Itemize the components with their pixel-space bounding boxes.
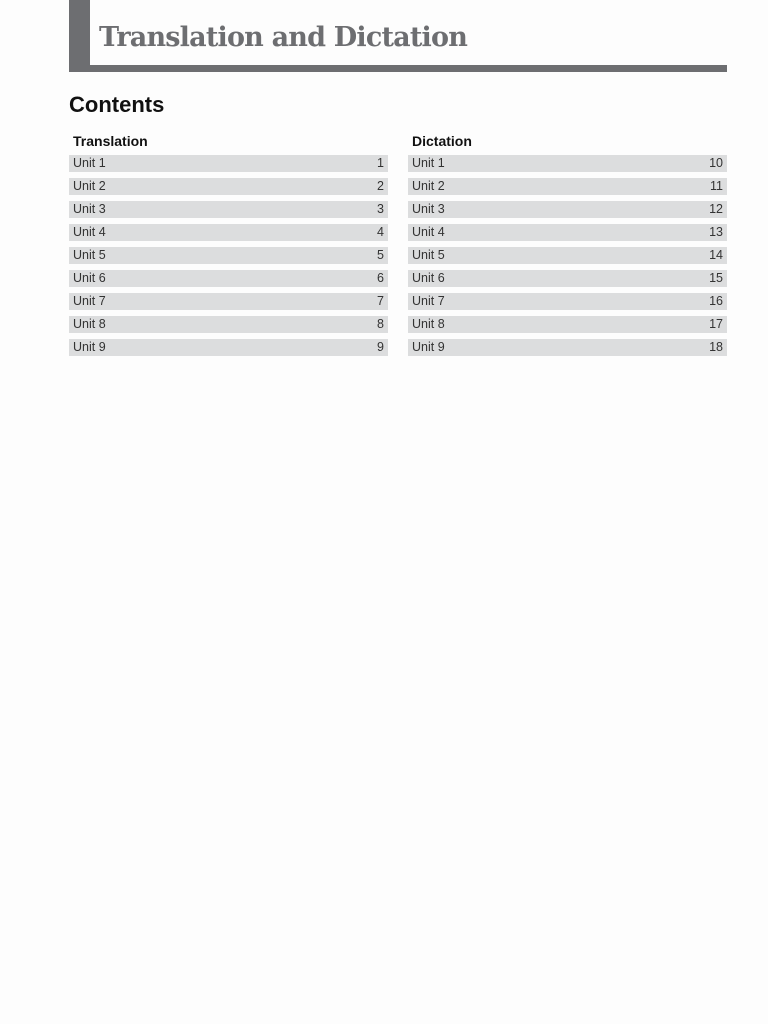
toc-label: Unit 2 [73,179,106,193]
toc-page: 4 [377,225,384,239]
toc-row-translation-unit-3[interactable] [69,201,388,218]
toc-label: Unit 6 [73,271,106,285]
toc-row-dictation-unit-3[interactable] [408,201,727,218]
toc-page: 11 [710,179,723,193]
toc-page: 8 [377,317,384,331]
toc-label: Unit 7 [73,294,106,308]
page-header [69,0,727,72]
toc-row-translation-unit-7[interactable] [69,293,388,310]
toc-label: Unit 5 [73,248,106,262]
toc-row-translation-unit-1[interactable] [69,155,388,172]
toc-page: 18 [709,340,723,354]
toc-label: Unit 7 [412,294,445,308]
toc-row-translation-unit-8[interactable] [69,316,388,333]
toc-row-dictation-unit-2[interactable] [408,178,727,195]
page-title: Translation and Dictation [99,22,468,53]
toc-page: 17 [709,317,723,331]
toc-label: Unit 2 [412,179,445,193]
toc-label: Unit 3 [412,202,445,216]
toc-page: 15 [709,271,723,285]
toc-page: 1 [377,156,384,170]
toc-row-dictation-unit-6[interactable] [408,270,727,287]
toc-label: Unit 8 [73,317,106,331]
toc-label: Unit 9 [73,340,106,354]
toc-row-dictation-unit-5[interactable] [408,247,727,264]
toc-row-translation-unit-4[interactable] [69,224,388,241]
toc-row-translation-unit-6[interactable] [69,270,388,287]
toc-label: Unit 4 [412,225,445,239]
header-accent-bar [69,0,90,72]
toc-label: Unit 4 [73,225,106,239]
toc-page: 3 [377,202,384,216]
toc-page: 12 [709,202,723,216]
dictation-heading: Dictation [412,133,472,149]
toc-label: Unit 8 [412,317,445,331]
translation-column [69,132,388,362]
toc-row-dictation-unit-8[interactable] [408,316,727,333]
toc-label: Unit 1 [73,156,106,170]
toc-row-dictation-unit-4[interactable] [408,224,727,241]
toc-page: 16 [709,294,723,308]
toc-row-dictation-unit-1[interactable] [408,155,727,172]
toc-label: Unit 1 [412,156,445,170]
toc-page: 10 [709,156,723,170]
toc-label: Unit 3 [73,202,106,216]
toc-page: 14 [709,248,723,262]
toc-label: Unit 5 [412,248,445,262]
toc-row-translation-unit-5[interactable] [69,247,388,264]
contents-heading: Contents [69,92,165,117]
toc-label: Unit 9 [412,340,445,354]
toc-row-dictation-unit-7[interactable] [408,293,727,310]
toc-page: 13 [709,225,723,239]
dictation-column [408,132,727,362]
toc-row-translation-unit-9[interactable] [69,339,388,356]
toc-page: 5 [377,248,384,262]
translation-heading: Translation [73,133,148,149]
toc-page: 6 [377,271,384,285]
toc-label: Unit 6 [412,271,445,285]
header-rule [69,65,727,72]
toc-page: 2 [377,179,384,193]
toc-row-translation-unit-2[interactable] [69,178,388,195]
toc-page: 7 [377,294,384,308]
toc-row-dictation-unit-9[interactable] [408,339,727,356]
toc-page: 9 [377,340,384,354]
